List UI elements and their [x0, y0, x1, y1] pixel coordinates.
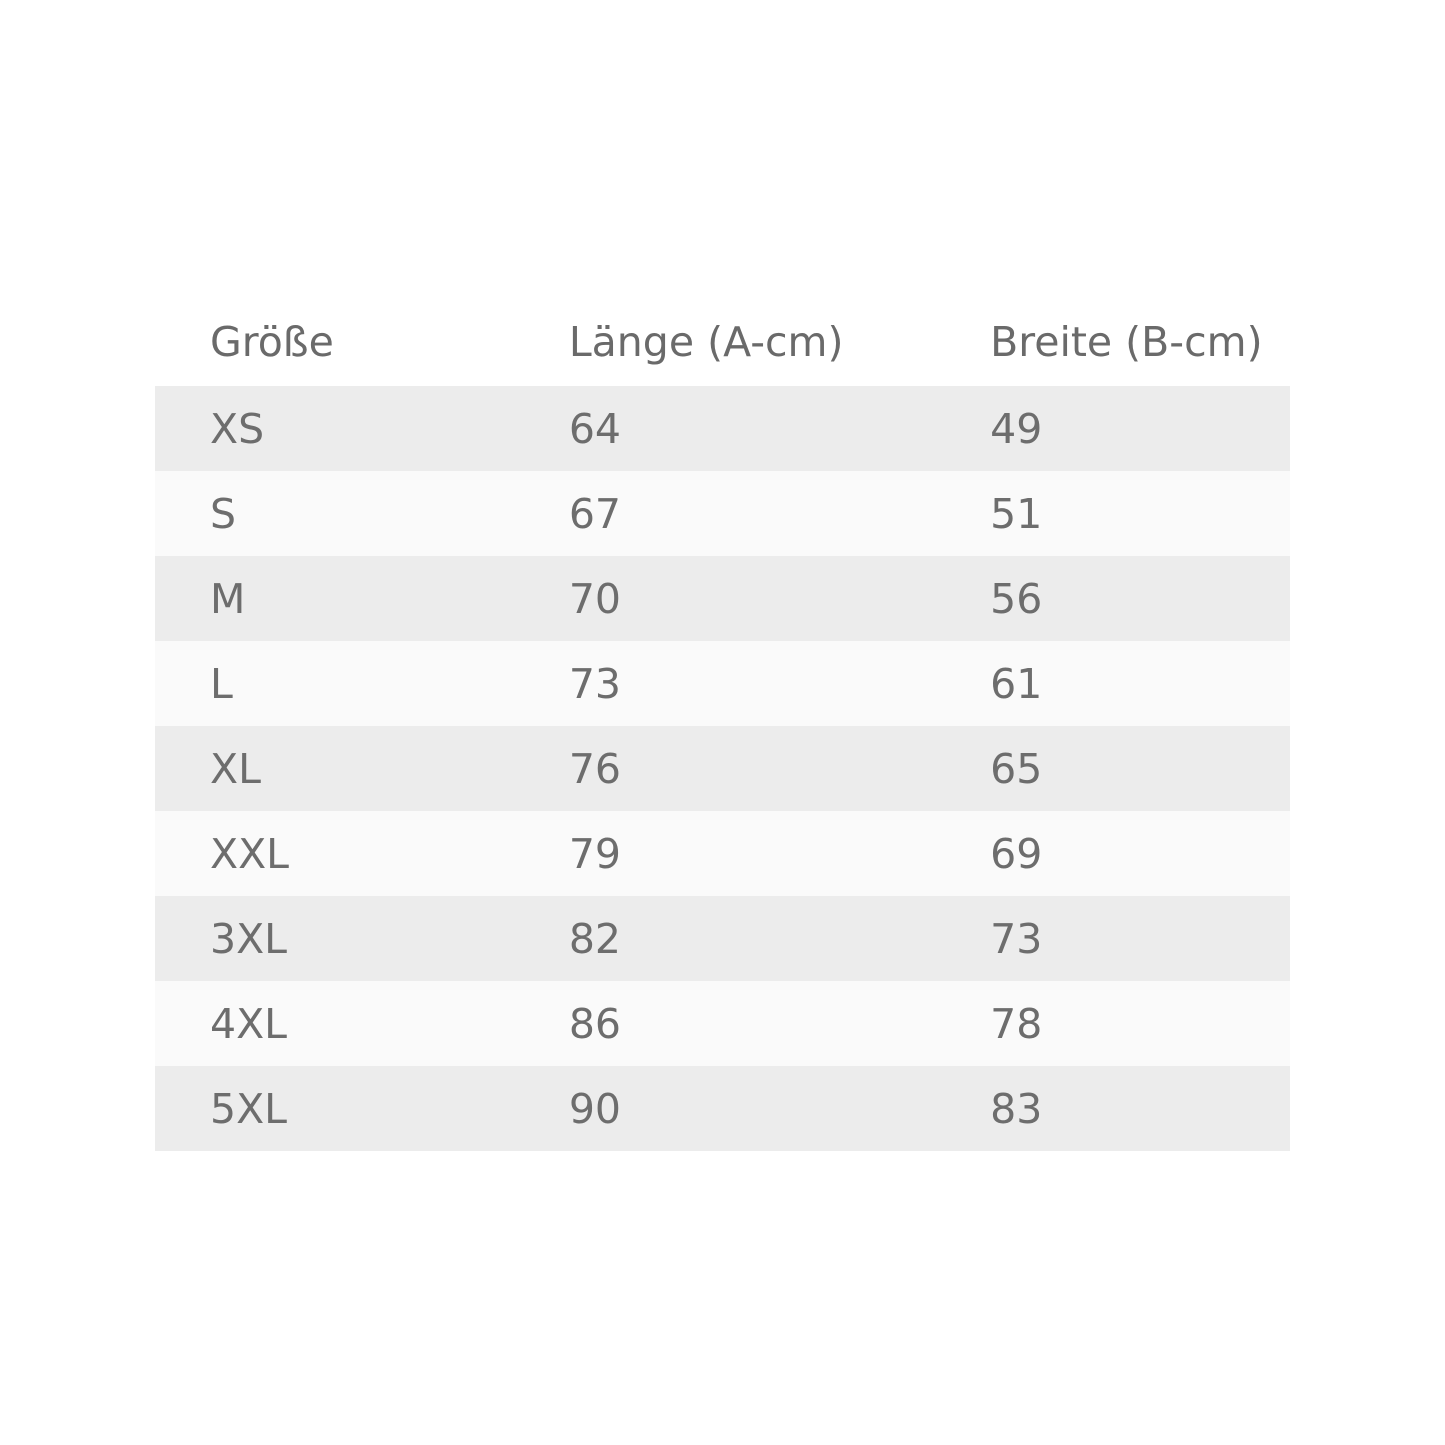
cell-width: 56	[938, 556, 1290, 641]
cell-length: 64	[507, 386, 938, 471]
column-header-length: Länge (A-cm)	[507, 298, 938, 386]
table-row	[155, 641, 1290, 726]
table-row	[155, 471, 1290, 556]
table-body	[155, 386, 1290, 1151]
size-chart-table	[155, 298, 1290, 1151]
table-header-row	[155, 298, 1290, 386]
cell-size: L	[155, 641, 507, 726]
cell-length: 79	[507, 811, 938, 896]
cell-size: XXL	[155, 811, 507, 896]
cell-width: 78	[938, 981, 1290, 1066]
table-row	[155, 981, 1290, 1066]
table-row	[155, 1066, 1290, 1151]
table-row	[155, 811, 1290, 896]
cell-size: 5XL	[155, 1066, 507, 1151]
cell-width: 49	[938, 386, 1290, 471]
cell-size: M	[155, 556, 507, 641]
cell-size: S	[155, 471, 507, 556]
cell-length: 76	[507, 726, 938, 811]
cell-width: 65	[938, 726, 1290, 811]
cell-width: 69	[938, 811, 1290, 896]
cell-length: 82	[507, 896, 938, 981]
cell-width: 83	[938, 1066, 1290, 1151]
cell-length: 86	[507, 981, 938, 1066]
size-chart-container	[155, 298, 1290, 1151]
cell-size: 4XL	[155, 981, 507, 1066]
column-header-width: Breite (B-cm)	[938, 298, 1290, 386]
table-header	[155, 298, 1290, 386]
cell-width: 61	[938, 641, 1290, 726]
cell-size: XL	[155, 726, 507, 811]
cell-size: XS	[155, 386, 507, 471]
table-row	[155, 896, 1290, 981]
cell-length: 90	[507, 1066, 938, 1151]
cell-width: 73	[938, 896, 1290, 981]
cell-length: 70	[507, 556, 938, 641]
cell-width: 51	[938, 471, 1290, 556]
table-row	[155, 386, 1290, 471]
column-header-size: Größe	[155, 298, 507, 386]
cell-length: 67	[507, 471, 938, 556]
table-row	[155, 556, 1290, 641]
table-row	[155, 726, 1290, 811]
cell-length: 73	[507, 641, 938, 726]
cell-size: 3XL	[155, 896, 507, 981]
